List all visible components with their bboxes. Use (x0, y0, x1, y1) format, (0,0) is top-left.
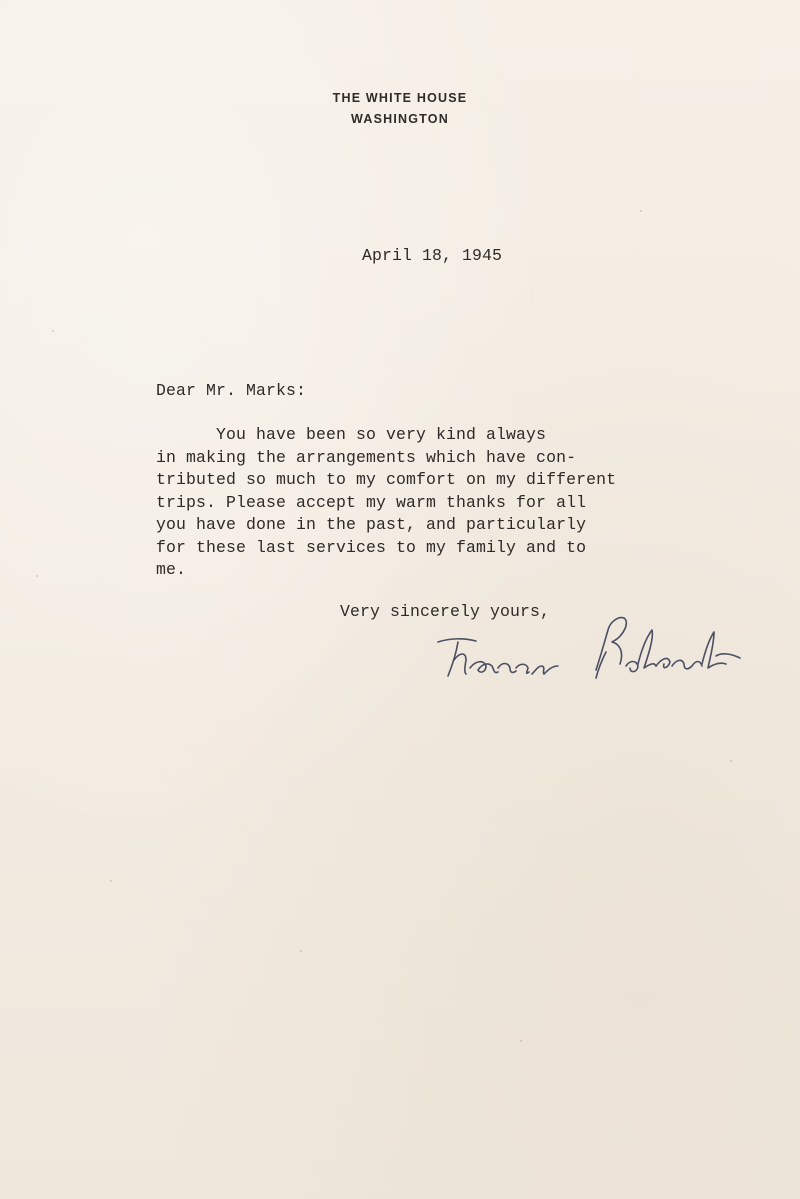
handwritten-signature (430, 608, 770, 698)
body-line: You have been so very kind always (156, 425, 547, 444)
salutation: Dear Mr. Marks: (156, 381, 307, 400)
body-line: for these last services to my family and to (156, 537, 587, 557)
closing: Very sincerely yours, (340, 602, 551, 621)
letterhead-title: THE WHITE HOUSE (332, 91, 468, 105)
body-line: me. (156, 560, 187, 579)
body-line: tributed so much to my comfort on my different (156, 470, 617, 489)
letterhead-city: WASHINGTON (351, 112, 449, 126)
body-line: you have done in the past, and particularly (156, 515, 587, 534)
body-line: in making the arrangements which have con- (156, 447, 577, 467)
body-line: trips. Please accept my warm thanks for all (156, 492, 587, 512)
letter-date: April 18, 1945 (362, 246, 503, 265)
